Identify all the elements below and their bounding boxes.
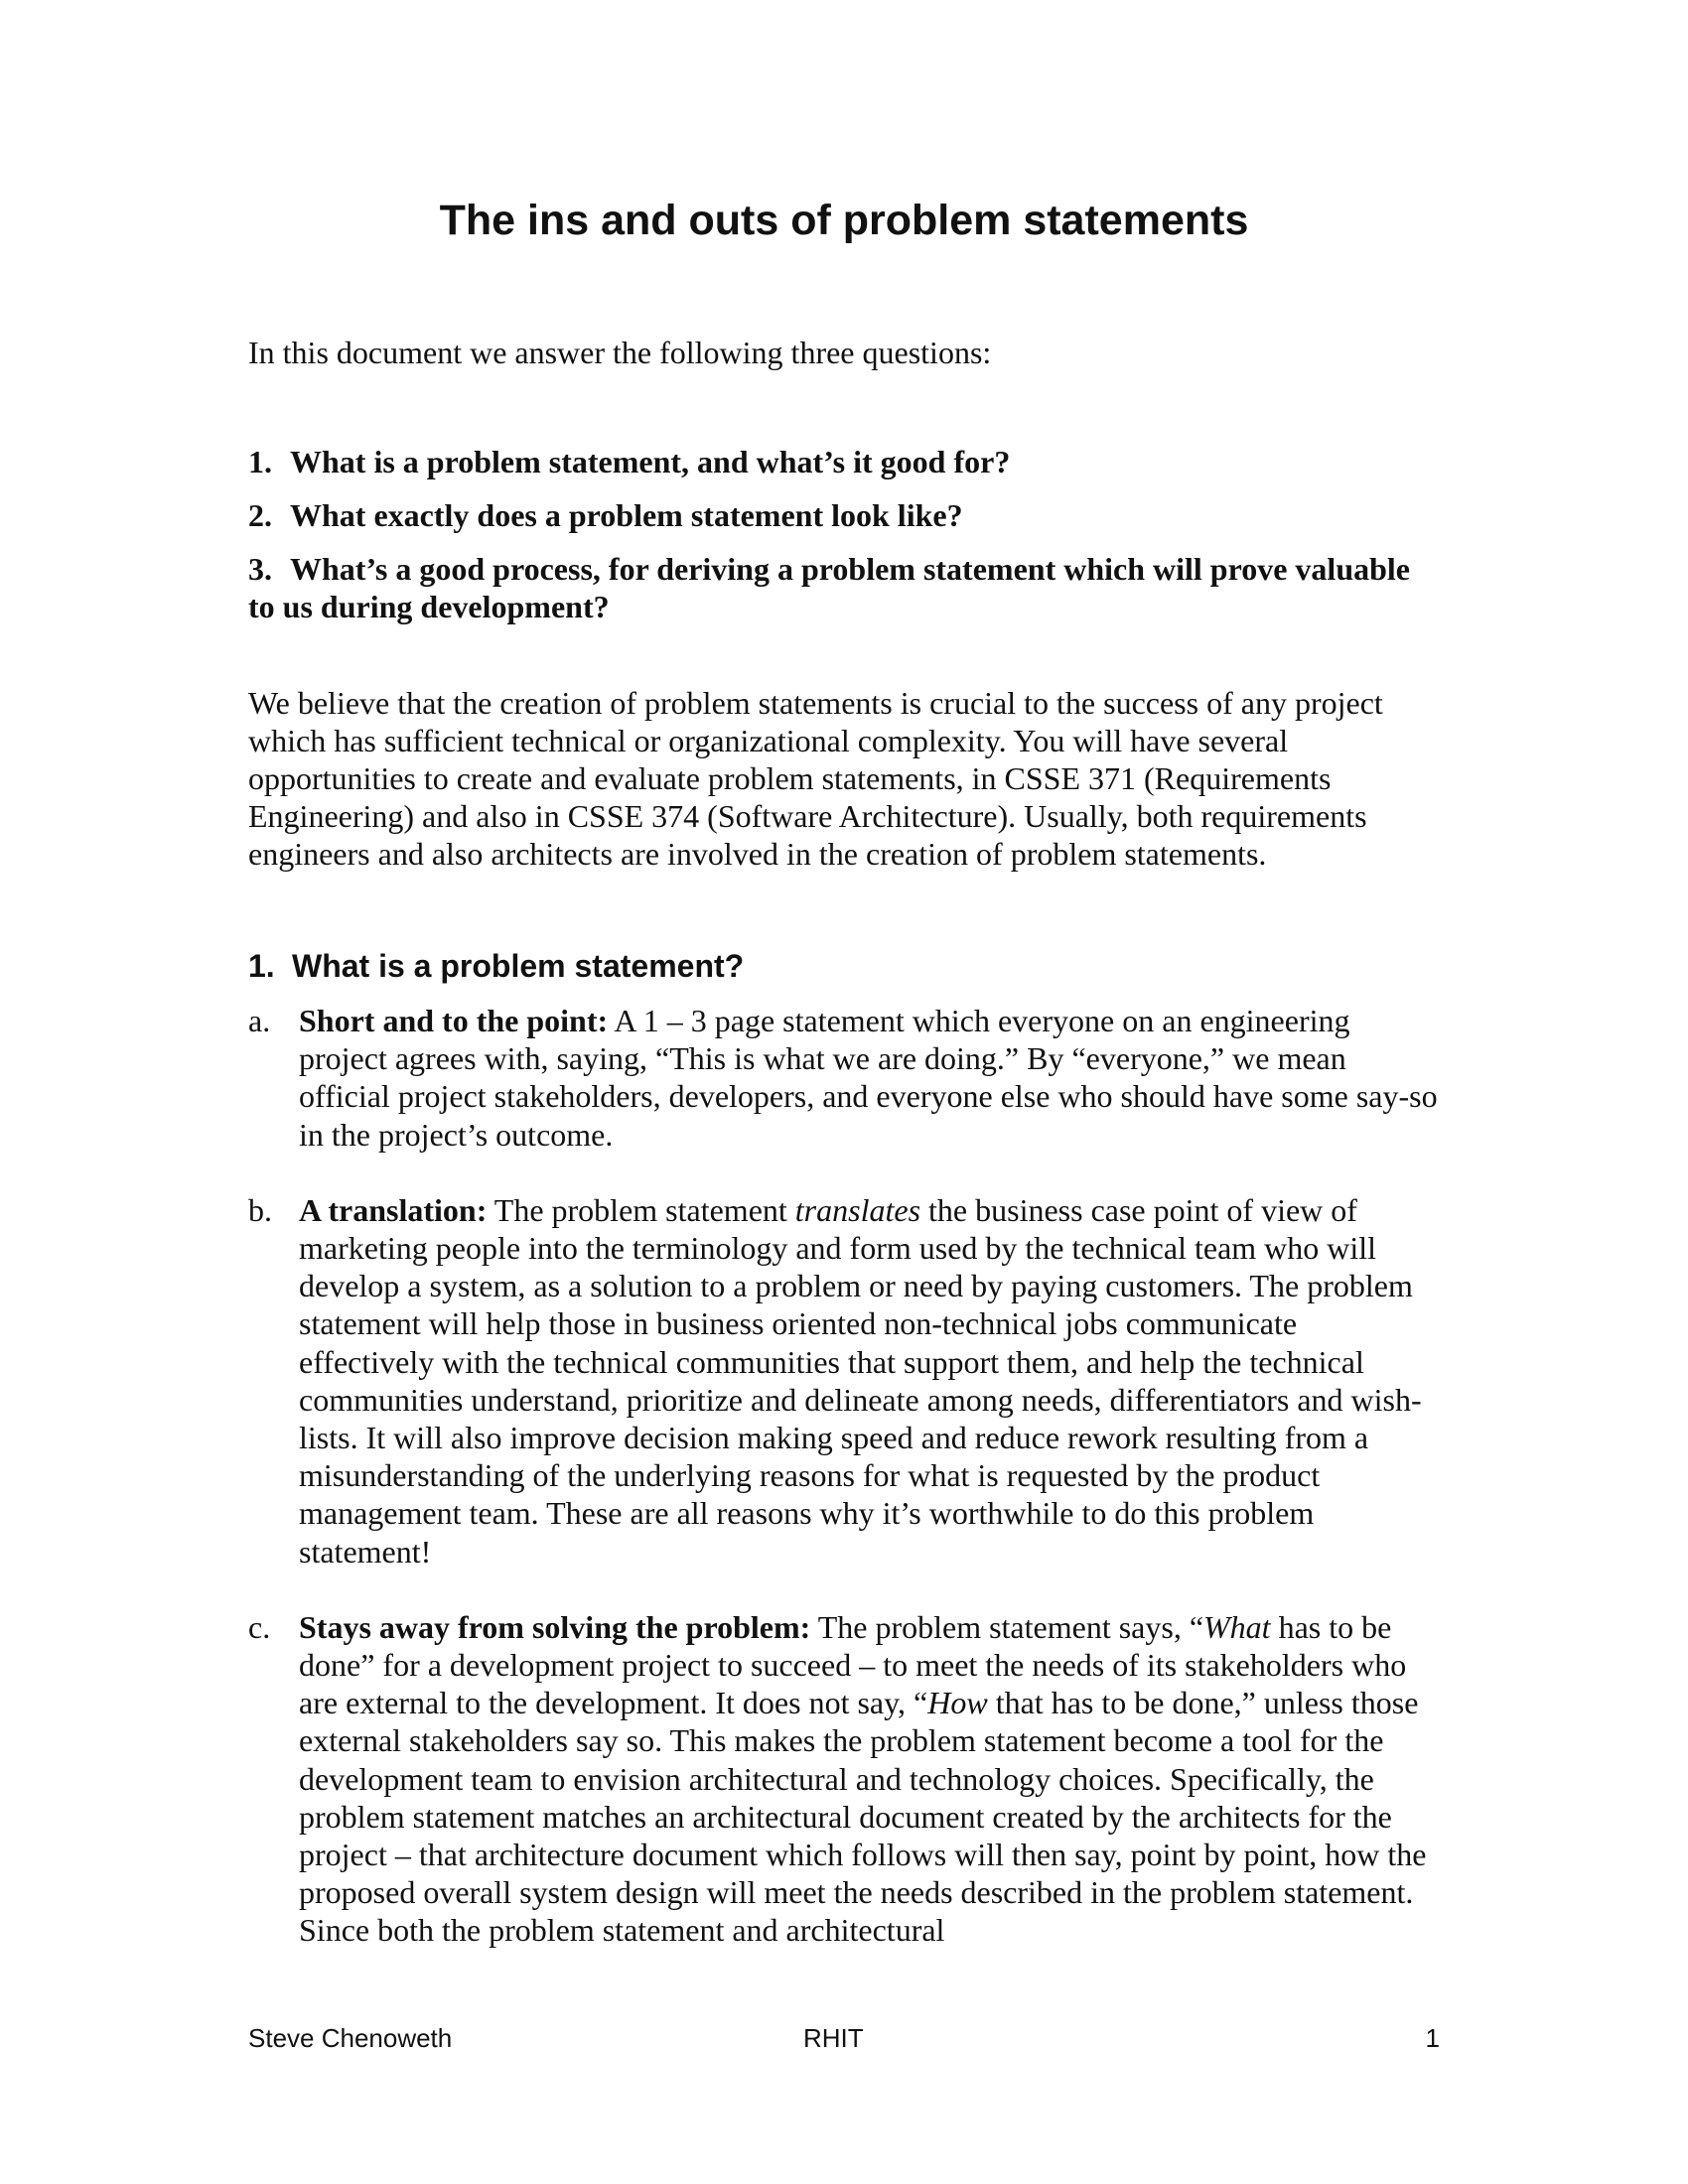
footer-page-number: 1	[1425, 2023, 1440, 2053]
question-list	[248, 443, 1440, 641]
item-marker: b.	[248, 1191, 272, 1228]
intro-text: In this document we answer the following three questions:	[248, 335, 992, 370]
definition-item	[248, 1608, 1440, 1950]
question-text: What’s a good process, for deriving a problem statement which will prove valuable to us during development?	[248, 551, 1410, 624]
section-heading	[248, 947, 1440, 985]
item-emphasis: How	[927, 1685, 988, 1721]
overview-paragraph: We believe that the creation of problem statements is crucial to the success of any project which has sufficient technical or organizational complexity. You will have several opportunities to create and evaluate problem statements, in CSSE 371 (Requirements Engineering) and also in CSSE 374 (Software Architecture). Usually, both requirements engineers and also architects are involved in the creation of problem statements.	[248, 685, 1383, 872]
item-lead: Stays away from solving the problem:	[299, 1608, 811, 1645]
footer-author: Steve Chenoweth	[248, 2023, 453, 2053]
item-text: The problem statement	[487, 1191, 795, 1228]
question-item	[248, 443, 1440, 480]
document-title: The ins and outs of problem statements	[439, 197, 1249, 244]
item-text: that has to be done,” unless those external stakeholders say so. This makes the problem statement become a tool for the development team to envision architectural and technology choices. Specifically, the problem statement matches an architectural document created by the architects for the project – that architecture document which follows will then say, point by point, how the proposed overall system design will meet the needs described in the problem statement. Since both the problem statement and architectural	[299, 1685, 1427, 1949]
section-title: What is a problem statement?	[292, 948, 745, 984]
section-number: 1.	[248, 948, 275, 984]
item-emphasis: translates	[794, 1191, 921, 1228]
question-text: What is a problem statement, and what’s it good for?	[290, 444, 1011, 479]
footer-organization: RHIT	[803, 2023, 864, 2053]
item-text: The problem statement says, “	[810, 1608, 1204, 1645]
item-lead: Short and to the point:	[299, 1003, 609, 1038]
question-item	[248, 550, 1440, 625]
item-marker: c.	[248, 1608, 271, 1645]
page-footer	[248, 2022, 1440, 2062]
item-lead: A translation:	[299, 1191, 488, 1228]
definition-item	[248, 1191, 1440, 1570]
question-number: 1.	[248, 444, 272, 479]
question-text: What exactly does a problem statement look like?	[290, 497, 963, 533]
item-marker: a.	[248, 1003, 271, 1038]
item-emphasis: What	[1203, 1608, 1271, 1645]
question-number: 2.	[248, 497, 272, 533]
question-item	[248, 496, 1440, 534]
question-number: 3.	[248, 551, 272, 587]
item-text: the business case point of view of marketing people into the terminology and form used by the technical team who will develop a system, as a solution to a problem or need by paying customers. The problem statement will help those in business oriented non-technical jobs communicate effectively with the technical communities that support them, and help the technical communities understand, prioritize and delineate among needs, differentiators and wish-lists. It will also improve decision making speed and reduce rework resulting from a misunderstanding of the underlying reasons for what is requested by the product management team. These are all reasons why it’s worthwhile to do this problem statement!	[299, 1191, 1422, 1570]
item-text: A 1 – 3 page statement which everyone on an engineering project agrees with, saying, “This is what we are doing.” By “everyone,” we mean official project stakeholders, developers, and everyone else who should have some say-so in the project’s outcome.	[299, 1003, 1438, 1153]
item-text: has to be done” for a development project to succeed – to meet the needs of its stakeholders who are external to the development. It does not say, “	[299, 1608, 1407, 1721]
definition-list	[248, 1002, 1440, 1987]
definition-item	[248, 1002, 1440, 1154]
